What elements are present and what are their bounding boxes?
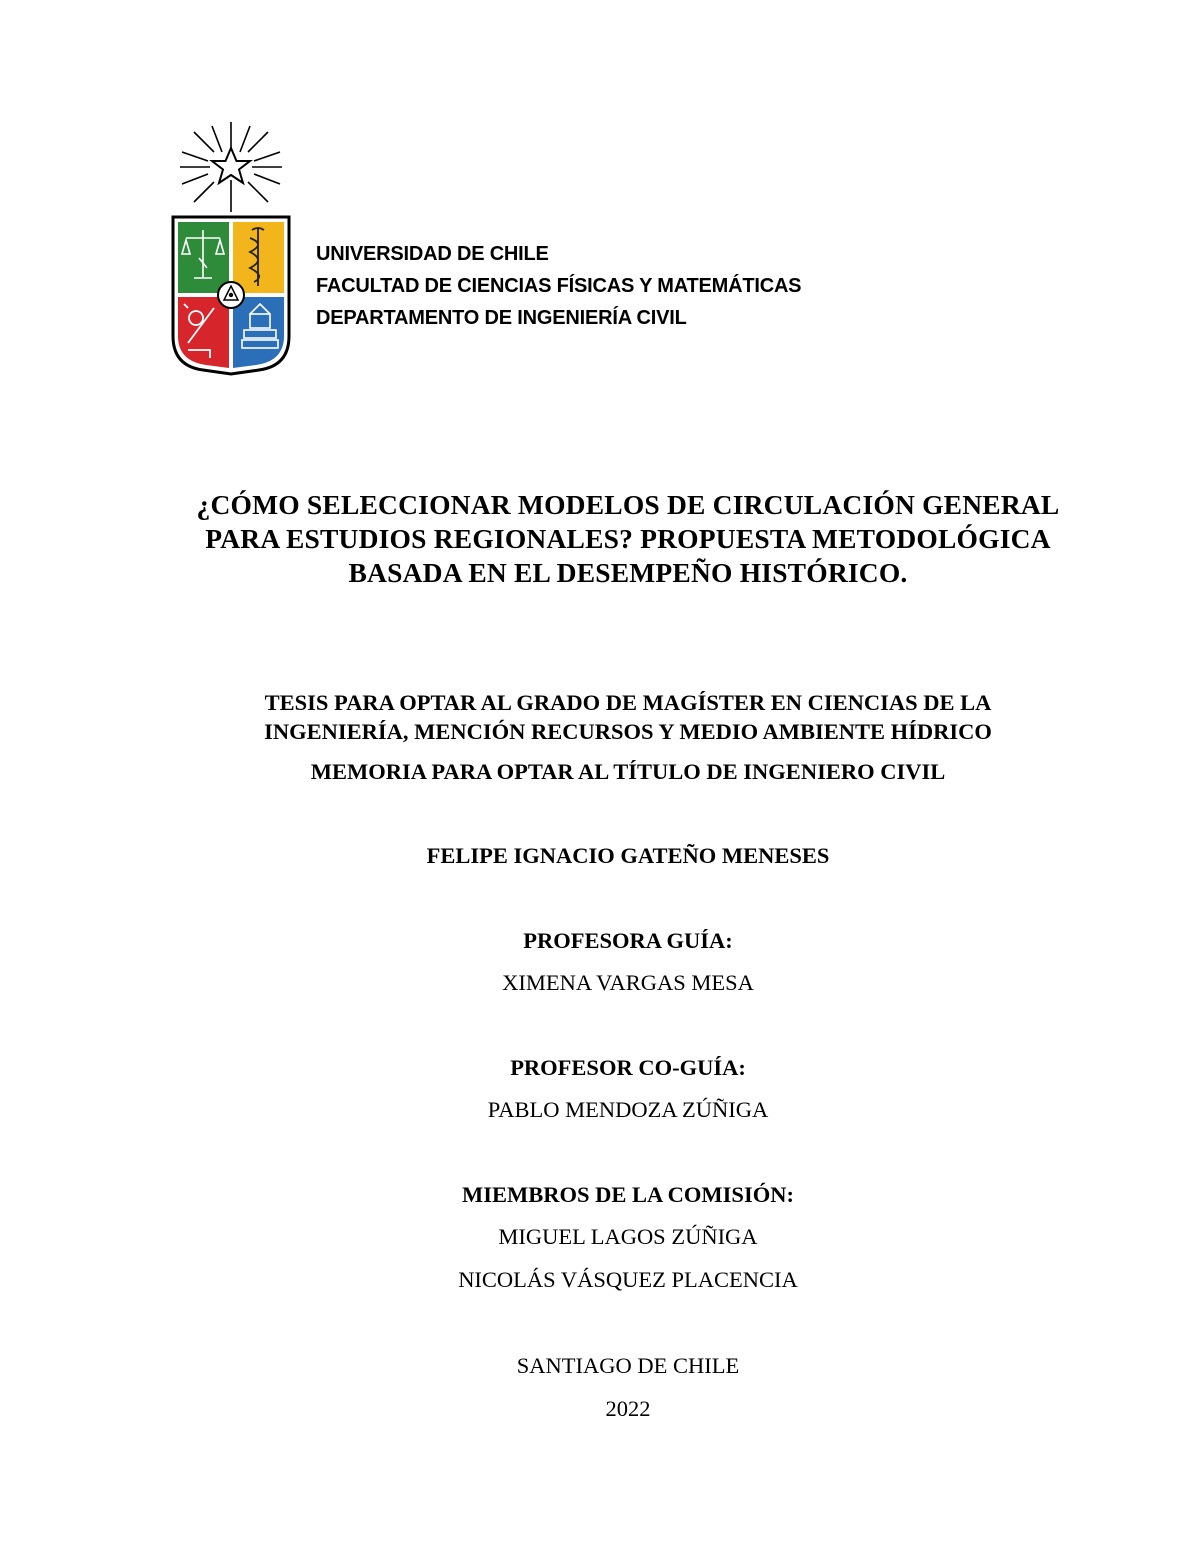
thesis-title-line-1: ¿CÓMO SELECCIONAR MODELOS DE CIRCULACIÓN GENERAL [196, 489, 1060, 520]
faculty-name: FACULTAD DE CIENCIAS FÍSICAS Y MATEMÁTICAS [316, 275, 802, 297]
advisor-label: PROFESORA GUÍA: [523, 928, 733, 953]
degree-line-2: INGENIERÍA, MENCIÓN RECURSOS Y MEDIO AMBIENTE HÍDRICO [264, 719, 992, 744]
thesis-title [28, 488, 1200, 590]
university-name: UNIVERSIDAD DE CHILE [316, 243, 549, 265]
coadvisor-label: PROFESOR CO-GUÍA: [510, 1055, 746, 1080]
star-icon [212, 148, 250, 183]
thesis-title-line-2: PARA ESTUDIOS REGIONALES? PROPUESTA METODOLÓGICA [205, 523, 1051, 554]
place: SANTIAGO DE CHILE [516, 1353, 740, 1378]
advisor-name: XIMENA VARGAS MESA [502, 970, 754, 995]
degree-line-1: TESIS PARA OPTAR AL GRADO DE MAGÍSTER EN CIENCIAS DE LA [264, 690, 992, 715]
thesis-title-line-3: BASADA EN EL DESEMPEÑO HISTÓRICO. [348, 557, 908, 588]
degree-statement [28, 688, 1200, 746]
department-name: DEPARTAMENTO DE INGENIERÍA CIVIL [316, 307, 687, 329]
committee-member: NICOLÁS VÁSQUEZ PLACENCIA [458, 1267, 798, 1292]
committee-member: MIGUEL LAGOS ZÚÑIGA [498, 1224, 758, 1249]
author-name: FELIPE IGNACIO GATEÑO MENESES [426, 843, 830, 868]
coadvisor-name: PABLO MENDOZA ZÚÑIGA [487, 1097, 769, 1122]
committee-label: MIEMBROS DE LA COMISIÓN: [462, 1182, 794, 1207]
memoria-statement: MEMORIA PARA OPTAR AL TÍTULO DE INGENIERO CIVIL [310, 759, 946, 784]
year: 2022 [605, 1396, 651, 1421]
institution-header [316, 238, 801, 334]
university-crest-logo [166, 118, 296, 380]
